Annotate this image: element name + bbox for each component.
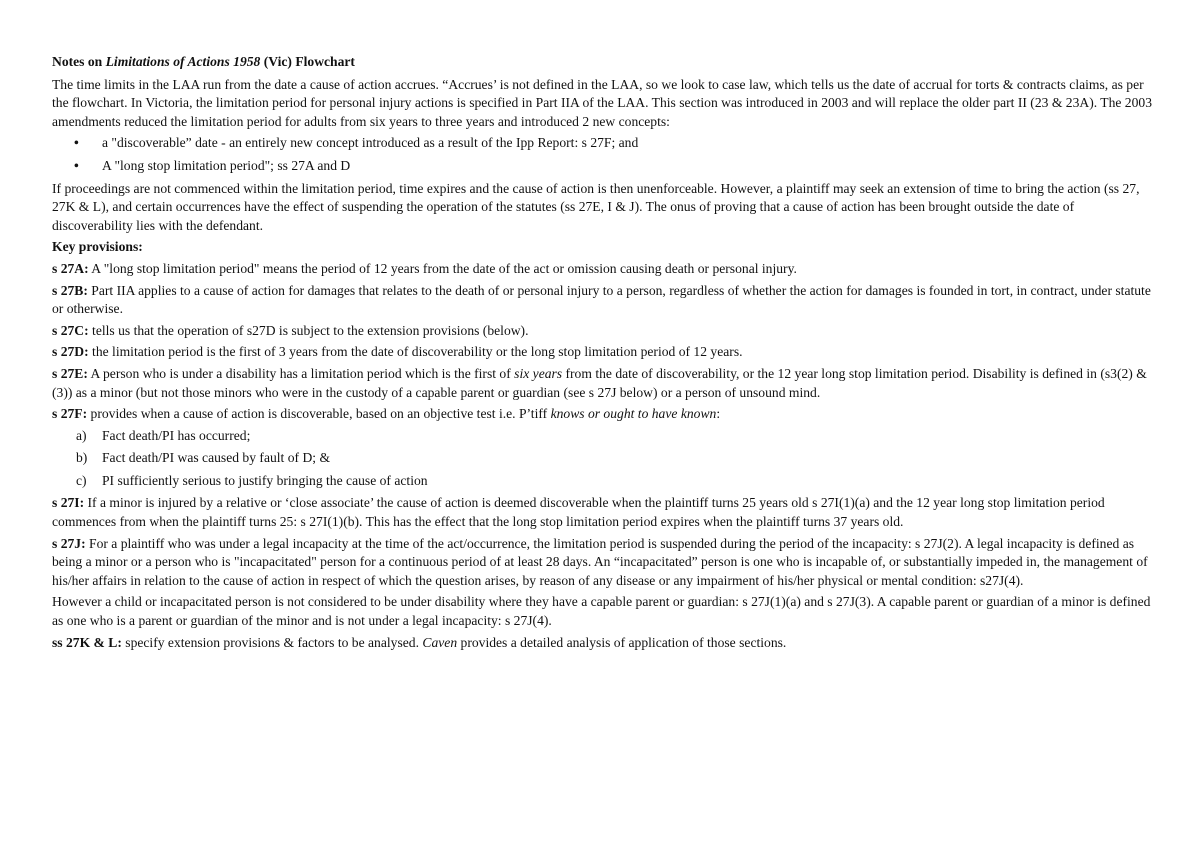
list-item-text: Fact death/PI has occurred; <box>102 427 251 443</box>
list-marker: b) <box>76 450 88 466</box>
section-text: provides when a cause of action is discoverable, based on an objective test i.e. P’tiff <box>87 406 551 422</box>
proceedings-paragraph: If proceedings are not commenced within the limitation period, time expires and the cause of action is then unenforceable. However, a plaintiff may seek an extension of time to bring the action (ss 27, 27K & L), and certain occurrences have the effect of suspending the operation of the statutes (ss 27E, I & J). The onus of proving that a cause of action has been brought outside the date of discoverability lies with the defendant. <box>52 180 1140 233</box>
concepts-list <box>52 134 1152 175</box>
provision-s27c <box>52 322 1152 341</box>
discoverability-list <box>52 427 1152 491</box>
title-suffix: (Vic) Flowchart <box>260 54 355 69</box>
section-label: s 27A: <box>52 260 89 276</box>
section-label: ss 27K & L: <box>52 634 122 650</box>
key-provisions-heading: Key provisions: <box>52 239 143 255</box>
list-item-text: PI sufficiently serious to justify bringing the cause of action <box>102 472 428 488</box>
section-emphasis: six years <box>514 365 563 381</box>
section-label: s 27I: <box>52 495 85 511</box>
list-marker: c) <box>76 472 87 488</box>
section-label: s 27B: <box>52 282 88 298</box>
list-item-text: Fact death/PI was caused by fault of D; & <box>102 450 331 466</box>
section-label: s 27J: <box>52 535 86 551</box>
section-label: s 27C: <box>52 322 89 338</box>
provision-s27d <box>52 343 1152 362</box>
list-item <box>52 449 1152 468</box>
section-text: provides a detailed analysis of application of those sections. <box>457 634 787 650</box>
section-text: tells us that the operation of s27D is subject to the extension provisions (below). <box>88 322 529 338</box>
section-text: the limitation period is the first of 3 years from the date of discoverability or the long stop limitation period of 12 years. <box>88 344 743 360</box>
section-text: specify extension provisions & factors to be analysed. <box>121 634 423 650</box>
list-item: • A "long stop limitation period"; ss 27A and D <box>52 157 1152 176</box>
provision-s27b <box>52 282 1152 319</box>
document-page <box>52 53 1152 655</box>
section-label: s 27D: <box>52 344 89 360</box>
title-act-name: Limitations of Actions 1958 <box>105 54 261 69</box>
section-emphasis: knows or ought to have known <box>550 406 717 422</box>
list-item: • a "discoverable” date - an entirely new concept introduced as a result of the Ipp Report: s 27F; and <box>52 134 1152 153</box>
section-text: For a plaintiff who was under a legal incapacity at the time of the act/occurrence, the limitation period is suspended during the period of the incapacity: s 27J(2). A legal incapacity is defined as being a minor or a person who is "incapacitated" person for a continuous period of at least 28 days. An “incapacitated” person is one who is incapable of, or substantially impeded in, the management of his/her affairs in relation to the cause of action in respect of which the question arises, by reason of any disease or any impairment of his/her physical or mental condition: s27J(4). <box>52 535 1148 588</box>
section-text: If a minor is injured by a relative or ‘close associate’ the cause of action is deemed discoverable when the plaintiff turns 25 years old s 27I(1)(a) and the 12 year long stop limitation period commences from when the plaintiff turns 25: s 27I(1)(b). This has the effect that the long stop limitation period expires when the plaintiff turns 37 years old. <box>52 495 1105 530</box>
provision-s27e <box>52 365 1152 402</box>
section-text: Part IIA applies to a cause of action for damages that relates to the death of or personal injury to a person, regardless of whether the action for damages is founded in tort, in contract, under statute or otherwise. <box>52 282 1151 317</box>
section-text: A "long stop limitation period" means the period of 12 years from the date of the act or omission causing death or personal injury. <box>88 260 797 276</box>
section-label: s 27F: <box>52 406 88 422</box>
document-title <box>52 53 1152 72</box>
section-label: s 27E: <box>52 365 88 381</box>
list-marker: a) <box>76 427 87 443</box>
however-paragraph: However a child or incapacitated person is not considered to be under disability where they have a capable parent or guardian: s 27J(1)(a) and s 27J(3). A capable parent or guardian of a minor is defined as one who is a parent or guardian of the minor and is not under a legal incapacity: s 27J(4). <box>52 594 1151 629</box>
provision-s27a <box>52 260 1152 279</box>
section-text: A person who is under a disability has a limitation period which is the first of <box>87 365 515 381</box>
section-text: from the date of discoverability, or the 12 year long stop limitation period. Disability is defined in (s3(2) & (3)) as a minor (but not those minors who were in the custody of a capable parent or guardian (see s 27J below) or a person of unsound mind. <box>52 365 1147 400</box>
list-item <box>52 472 1152 491</box>
section-emphasis: Caven <box>422 634 458 650</box>
provision-s27kl <box>52 634 1152 653</box>
title-prefix: Notes on <box>52 54 106 69</box>
intro-paragraph: The time limits in the LAA run from the date a cause of action accrues. “Accrues’ is not defined in the LAA, so we look to case law, which tells us the date of accrual for torts & contracts claims, as per the flowchart. In Victoria, the limitation period for personal injury actions is specified in Part IIA of the LAA. This section was introduced in 2003 and will replace the older part II (23 & 23A). The 2003 amendments reduced the limitation period for adults from six years to three years and introduced 2 new concepts: <box>52 76 1152 129</box>
provision-s27j <box>52 535 1152 591</box>
section-text: : <box>716 406 721 422</box>
list-item <box>52 427 1152 446</box>
provision-s27i <box>52 494 1152 531</box>
provision-s27f <box>52 405 1152 424</box>
